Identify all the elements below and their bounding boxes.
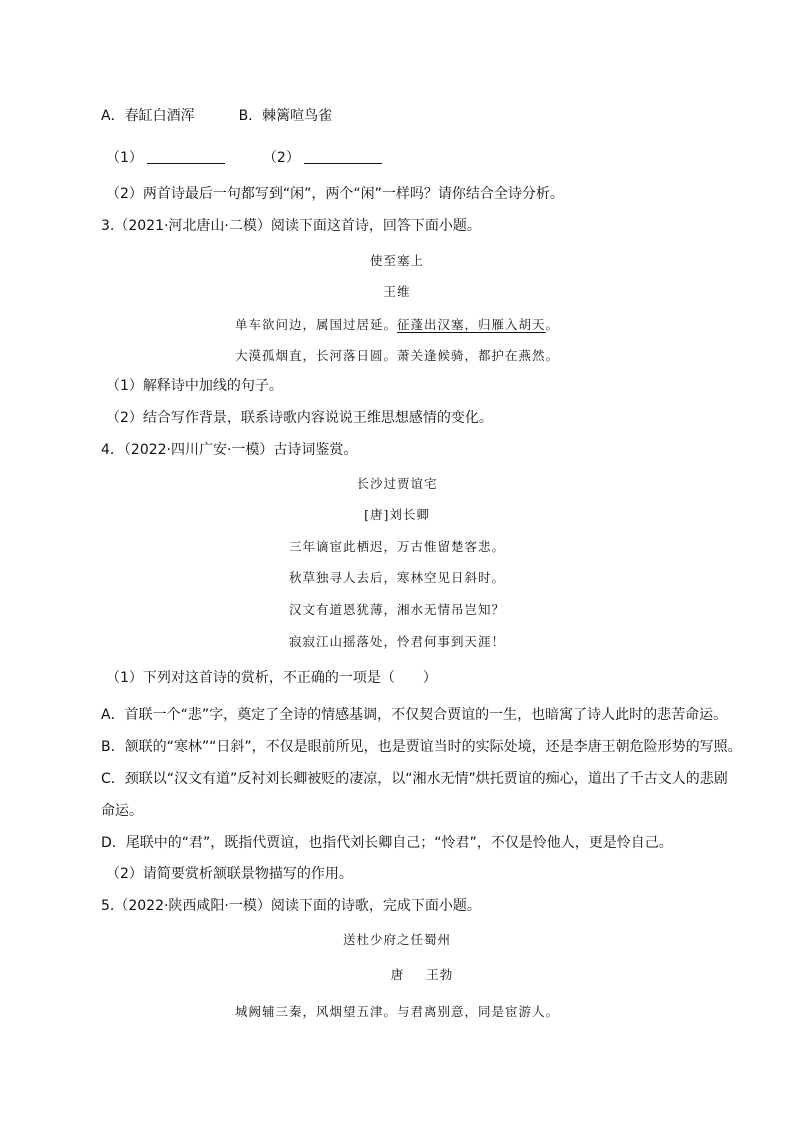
q4-poem-line: 秋草独寻人去后，寒林空见日斜时。 (288, 570, 505, 585)
q3-poem-line-2: 大漠孤烟直，长河落日圆。萧关逢候骑，都护在燕然。 (234, 348, 559, 363)
q4-option-d: D．尾联中的“君”，既指代贾谊，也指代刘长卿自己；“怜君”，不仅是怜他人，更是怜自己。 (101, 835, 673, 851)
q2-option-b: B．棘篱喧鸟雀 (238, 108, 333, 124)
q3-line1-underlined: 征蓬出汉塞，归雁入胡天 (396, 317, 546, 332)
q3-poem-author: 王维 (383, 284, 411, 299)
q5-poem-dynasty: 唐 (390, 967, 405, 982)
q4-poem-line: 寂寂江山摇落处，怜君何事到天涯！ (288, 634, 505, 649)
q3-poem-title: 使至塞上 (369, 253, 424, 268)
q5-poem-title: 送杜少府之任蜀州 (342, 932, 451, 947)
q2-option-a: A．春缸白酒浑 (101, 108, 195, 124)
q2-blank-2-label: （2） (262, 150, 300, 166)
q4-header: 4．（2022·四川广安·一模）古诗词鉴赏。 (101, 442, 358, 458)
q4-option-c-line-1: C．颈联以“汉文有道”反衬刘长卿被贬的凄凉，以“湘水无情”烘托贾谊的痴心，道出了千古文人的悲剧 (101, 771, 728, 787)
q3-line1-post: 。 (545, 317, 560, 332)
q4-option-b: B．颔联的“寒林”“日斜”，不仅是眼前所见，也是贾谊当时的实际处境，还是李唐王朝危险形势的写照。 (101, 739, 742, 755)
q4-poem-author: [唐]刘长卿 (364, 507, 430, 522)
q3-header: 3.（2021·河北唐山·二模）阅读下面这首诗，回答下面小题。 (101, 218, 481, 234)
q2-sub-question-2: （2）两首诗最后一句都写到“闲”，两个“闲”一样吗？请你结合全诗分析。 (106, 186, 564, 202)
q4-sub-question-1: （1）下列对这首诗的赏析，不正确的一项是（ ） (106, 670, 437, 686)
q3-poem-line-1 (0, 315, 794, 335)
q2-blank-2-line[interactable] (304, 149, 382, 164)
q2-blank-1-label: （1） (106, 150, 143, 166)
q5-poem-byline (0, 965, 794, 985)
q2-options-row (101, 106, 332, 126)
q5-header: 5.（2022·陕西咸阳·一模）阅读下面的诗歌，完成下面小题。 (101, 898, 481, 914)
q3-sub-question-2: （2）结合写作背景，联系诗歌内容说说王维思想感情的变化。 (106, 410, 493, 426)
q4-option-a: A．首联一个“悲”字，奠定了全诗的情感基调，不仅契合贾谊的一生，也暗寓了诗人此时的悲苦命运。 (101, 707, 728, 723)
q4-poem-line: 汉文有道恩犹薄，湘水无情吊岂知？ (288, 602, 505, 617)
q2-blank-1-line[interactable] (147, 149, 225, 164)
q5-poem-author: 王勃 (426, 967, 454, 982)
q3-sub-question-1: （1）解释诗中加线的句子。 (106, 378, 283, 394)
q4-poem-line: 三年谪宦此栖迟，万古惟留楚客悲。 (288, 539, 505, 554)
q2-blanks-row (106, 148, 382, 168)
q4-option-c-line-2: 命运。 (101, 803, 143, 819)
q4-poem-title: 长沙过贾谊宅 (356, 476, 438, 491)
q5-poem-line-1: 城阙辅三秦，风烟望五津。与君离别意，同是宦游人。 (234, 1004, 559, 1019)
q3-line1-pre: 单车欲问边，属国过居延。 (234, 317, 397, 332)
q4-sub-question-2: （2）请简要赏析颔联景物描写的作用。 (106, 866, 353, 882)
